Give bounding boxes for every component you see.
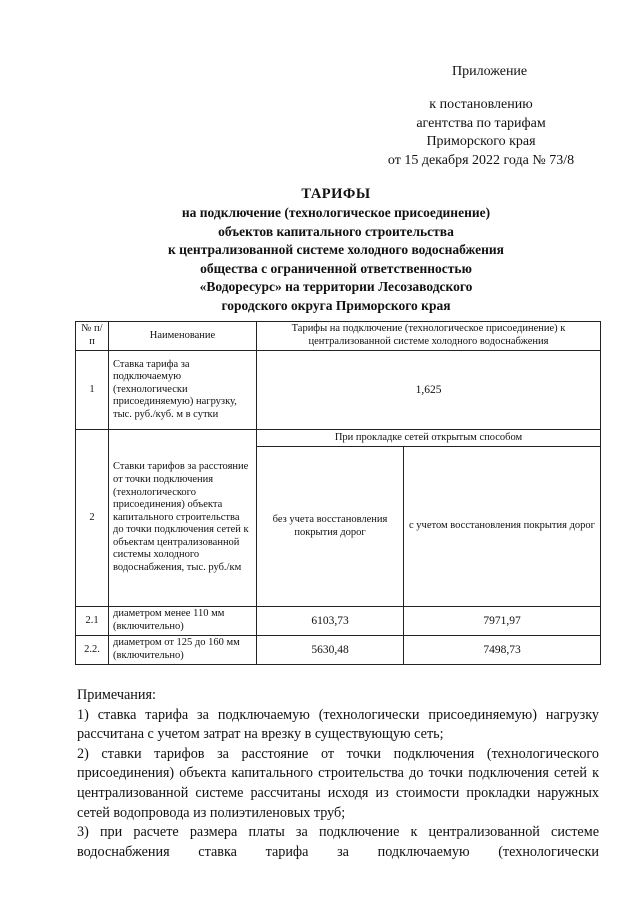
header-name: Наименование [109, 322, 257, 351]
table-row [76, 351, 601, 430]
note-3-line: 3) при расчете размера платы за подключение к централизованной системе [77, 824, 599, 841]
value-with-restoration: 7498,73 [404, 636, 601, 665]
table-row [76, 607, 601, 636]
tariff-table [75, 321, 601, 665]
note-1-line: рассчитана с учетом затрат на врезку в существующую сеть; [77, 726, 444, 743]
note-3-line: водоснабжения ставка тарифа за подключаемую (технологически [77, 843, 599, 860]
laying-method-header: При прокладке сетей открытым способом [257, 430, 601, 447]
value-without-restoration: 6103,73 [257, 607, 404, 636]
title-line: на подключение (технологическое присоединение) [181, 205, 491, 220]
table-header-row [76, 322, 601, 351]
decree-line: агентства по тарифам [416, 115, 546, 131]
note-1-line: 1) ставка тарифа за подключаемую (технологически присоединяемую) нагрузку [77, 706, 599, 723]
row-num: 2 [76, 430, 109, 607]
row-name: Ставки тарифов за расстояние от точки подключения (технологического присоединения) объекта капитального строительства до точки подключения сетей к объектам централизованной системы холодного водоснабжения, тыс. руб./км [109, 430, 257, 607]
header-num: № п/п [76, 322, 109, 351]
table-row [76, 636, 601, 665]
title-line: объектов капитального строительства [218, 223, 454, 239]
row-num: 1 [76, 351, 109, 430]
note-2: 2) ставки тарифов за расстояние от точки подключения (технологического присоединения) объекта капитального строительства до точки подключения сетей к централизованной системе рассчитаны исходя из стоимости прокладки наружных сетей водопровода из полиэтиленовых труб; [77, 745, 599, 821]
title-line: «Водоресурс» на территории Лесозаводского [199, 279, 473, 295]
header-tariffs: Тарифы на подключение (технологическое присоединение) к централизованной системе холодного водоснабжения [257, 322, 601, 351]
title-line: к централизованной системе холодного водоснабжения [168, 242, 504, 258]
col-without-road-restoration: без учета восстановления покрытия дорог [257, 447, 404, 607]
row-name: Ставка тарифа за подключаемую (технологически присоединяемую) нагрузку, тыс. руб./куб. м в сутки [109, 351, 257, 430]
notes-heading: Примечания: [77, 687, 156, 703]
decree-reference [384, 96, 578, 170]
decree-line: к постановлению [429, 97, 533, 112]
decree-line: Приморского края [426, 134, 536, 149]
title-main: ТАРИФЫ [301, 186, 371, 202]
document-title [110, 184, 562, 316]
decree-date-line: от 15 декабря 2022 года № 73/8 [387, 152, 575, 168]
row-num: 2.1 [76, 607, 109, 636]
row-name: диаметром от 125 до 160 мм (включительно) [109, 636, 257, 665]
row-name: диаметром менее 110 мм (включительно) [109, 607, 257, 636]
title-line: городского округа Приморского края [221, 297, 451, 313]
notes-section [77, 686, 599, 862]
title-line: общества с ограниченной ответственностью [200, 260, 472, 276]
table-row [76, 430, 601, 447]
value-without-restoration: 5630,48 [257, 636, 404, 665]
value-with-restoration: 7971,97 [404, 607, 601, 636]
col-with-road-restoration: с учетом восстановления покрытия дорог [404, 447, 601, 607]
row-num: 2.2. [76, 636, 109, 665]
annex-label: Приложение [452, 64, 528, 79]
row-value: 1,625 [257, 351, 601, 430]
